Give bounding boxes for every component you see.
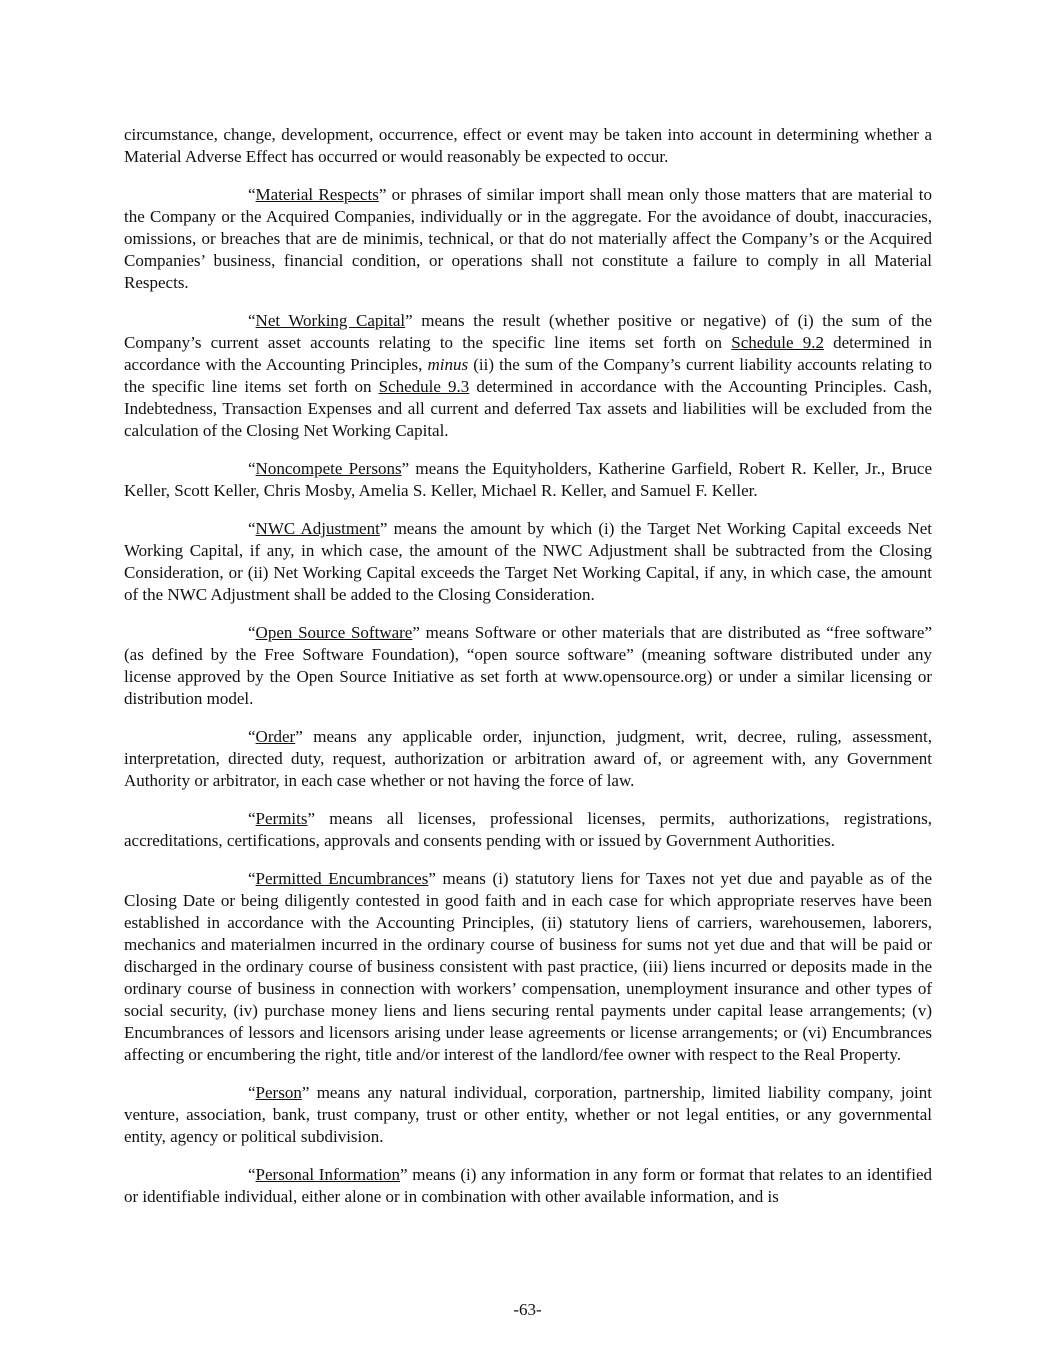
defined-term: Noncompete Persons: [255, 459, 402, 478]
definition-text: determined in accordance with the Accounting Principles,: [124, 333, 932, 374]
definition-material-respects: “Material Respects” or phrases of similar import shall mean only those matters that are material to the Company or the Acquired Companies, individually or in the aggregate. For the avoidance of doubt, inaccuracies, omissions, or breaches that are de minimis, technical, or that do not materially affect the Company’s or the Acquired Companies’ business, financial condition, or operations shall not constitute a failure to comply in all Material Respects.: [124, 185, 933, 292]
definition-text: ” means (i) any information in any form or format that relates to an identified or identifiable individual, either alone or in combination with other available information, and is: [124, 1165, 932, 1206]
defined-term: Order: [255, 727, 296, 746]
defined-term: Permitted Encumbrances: [255, 869, 429, 888]
definition-open-source-software: “Open Source Software” means Software or other materials that are distributed as “free software” (as defined by the Free Software Foundation), “open source software” (meaning software distributed under any license approved by the Open Source Initiative as set forth at www.opensource.org) or under a similar licensing or distribution model.: [124, 623, 932, 708]
definition-person: “Person” means any natural individual, corporation, partnership, limited liability company, joint venture, association, bank, trust company, trust or other entity, whether or not legal entities, or any governmental entity, agency or political subdivision.: [124, 1083, 932, 1146]
definition-net-working-capital: “Net Working Capital” means the result (whether positive or negative) of (i) the sum of the Company’s current asset accounts relating to the specific line items set forth on Schedule 9.2 determined in accordance with the Accounting Principles, minus (ii) the sum of the Company’s current liability accounts relating to the specific line items set forth on Schedule 9.3 determined in accordance with the Accounting Principles. Cash, Indebtedness, Transaction Expenses and all current and deferred Tax assets and liabilities will be excluded from the calculation of the Closing Net Working Capital.: [124, 311, 933, 440]
page-number: -63-: [513, 1300, 542, 1319]
definition-text: ” means the amount by which (i) the Target Net Working Capital exceeds Net Working Capital, if any, in which case, the amount of the NWC Adjustment shall be subtracted from the Closing Consideration, or (ii) Net Working Capital exceeds the Target Net Working Capital, if any, in which case, the amount of the NWC Adjustment shall be added to the Closing Consideration.: [124, 519, 933, 604]
defined-term: Material Respects: [255, 185, 379, 204]
definition-text: ” means any applicable order, injunction, judgment, writ, decree, ruling, assessment, interpretation, directed duty, request, authorization or arbitration award of, or agreement with, any Government Authority or arbitrator, in each case whether or not having the force of law.: [124, 727, 932, 790]
definition-text: determined in accordance with the Accounting Principles. Cash, Indebtedness, Transaction Expenses and all current and deferred Tax assets and liabilities will be excluded from the calculation of the Closing Net Working Capital.: [124, 377, 932, 440]
definition-permitted-encumbrances: “Permitted Encumbrances” means (i) statutory liens for Taxes not yet due and payable as of the Closing Date or being diligently contested in good faith and in each case for which appropriate reserves have been established in accordance with the Accounting Principles, (ii) statutory liens of carriers, warehousemen, laborers, mechanics and materialmen incurred in the ordinary course of business for sums not yet due and that will be paid or discharged in the ordinary course of business consistent with past practice, (iii) liens incurred or deposits made in the ordinary course of business in connection with workers’ compensation, unemployment insurance and other types of social security, (iv) purchase money liens and liens securing rental payments under capital lease arrangements; (v) Encumbrances of lessors and licensors arising under lease agreements or license arrangements; or (vi) Encumbrances affecting or encumbering the right, title and/or interest of the landlord/fee owner with respect to the Real Property.: [124, 869, 932, 1064]
document-page: [124, 124, 932, 1224]
definition-nwc-adjustment: “NWC Adjustment” means the amount by which (i) the Target Net Working Capital exceeds Net Working Capital, if any, in which case, the amount of the NWC Adjustment shall be subtracted from the Closing Consideration, or (ii) Net Working Capital exceeds the Target Net Working Capital, if any, in which case, the amount of the NWC Adjustment shall be added to the Closing Consideration.: [124, 519, 933, 604]
defined-term: Permits: [255, 809, 308, 828]
paragraph-continuation: [124, 124, 932, 168]
definition-text: ” or phrases of similar import shall mean only those matters that are material to the Company or the Acquired Companies, individually or in the aggregate. For the avoidance of doubt, inaccuracies, omissions, or breaches that are de minimis, technical, or that do not materially affect the Company’s or the Acquired Companies’ business, financial condition, or operations shall not constitute a failure to comply in all Material Respects.: [124, 185, 933, 292]
defined-term: NWC Adjustment: [255, 519, 380, 538]
definition-order: “Order” means any applicable order, injunction, judgment, writ, decree, ruling, assessment, interpretation, directed duty, request, authorization or arbitration award of, or agreement with, any Government Authority or arbitrator, in each case whether or not having the force of law.: [124, 727, 932, 790]
schedule-reference: Schedule 9.3: [378, 377, 470, 396]
italic-term: minus: [427, 355, 469, 374]
definition-text: ” means the Equityholders, Katherine Garfield, Robert R. Keller, Jr., Bruce Keller, Scott Keller, Chris Mosby, Amelia S. Keller, Michael R. Keller, and Samuel F. Keller.: [124, 459, 932, 500]
paragraph-text: circumstance, change, development, occurrence, effect or event may be taken into account in determining whether a Material Adverse Effect has occurred or would reasonably be expected to occur.: [124, 125, 932, 166]
definition-text: ” means Software or other materials that are distributed as “free software” (as defined by the Free Software Foundation), “open source software” (meaning software distributed under any license approved by the Open Source Initiative as set forth at www.opensource.org) or under a similar licensing or distribution model.: [124, 623, 932, 708]
definition-text: ” means all licenses, professional licenses, permits, authorizations, registrations, accreditations, certifications, approvals and consents pending with or issued by Government Authorities.: [124, 809, 932, 850]
defined-term: Personal Information: [255, 1165, 400, 1184]
definition-text: ” means the result (whether positive or negative) of (i) the sum of the Company’s current asset accounts relating to the specific line items set forth on: [124, 311, 933, 352]
definition-text: ” means (i) statutory liens for Taxes not yet due and payable as of the Closing Date or being diligently contested in good faith and in each case for which appropriate reserves have been established in accordance with the Accounting Principles, (ii) statutory liens of carriers, warehousemen, laborers, mechanics and materialmen incurred in the ordinary course of business for sums not yet due and that will be paid or discharged in the ordinary course of business consistent with past practice, (iii) liens incurred or deposits made in the ordinary course of business in connection with workers’ compensation, unemployment insurance and other types of social security, (iv) purchase money liens and liens securing rental payments under capital lease arrangements; (v) Encumbrances of lessors and licensors arising under lease agreements or license arrangements; or (vi) Encumbrances affecting or encumbering the right, title and/or interest of the landlord/fee owner with respect to the Real Property.: [124, 869, 932, 1064]
schedule-reference: Schedule 9.2: [731, 333, 824, 352]
definition-noncompete-persons: “Noncompete Persons” means the Equityholders, Katherine Garfield, Robert R. Keller, Jr., Bruce Keller, Scott Keller, Chris Mosby, Amelia S. Keller, Michael R. Keller, and Samuel F. Keller.: [124, 459, 932, 500]
defined-term: Net Working Capital: [255, 311, 406, 330]
defined-term: Open Source Software: [255, 623, 413, 642]
definition-permits: “Permits” means all licenses, professional licenses, permits, authorizations, registrations, accreditations, certifications, approvals and consents pending with or issued by Government Authorities.: [124, 809, 932, 850]
definition-personal-information: “Personal Information” means (i) any information in any form or format that relates to an identified or identifiable individual, either alone or in combination with other available information, and is: [124, 1165, 932, 1206]
definition-text: ” means any natural individual, corporation, partnership, limited liability company, joint venture, association, bank, trust company, trust or other entity, whether or not legal entities, or any governmental entity, agency or political subdivision.: [124, 1083, 932, 1146]
definition-text: (ii) the sum of the Company’s current liability accounts relating to the specific line items set forth on: [124, 355, 932, 396]
defined-term: Person: [255, 1083, 302, 1102]
